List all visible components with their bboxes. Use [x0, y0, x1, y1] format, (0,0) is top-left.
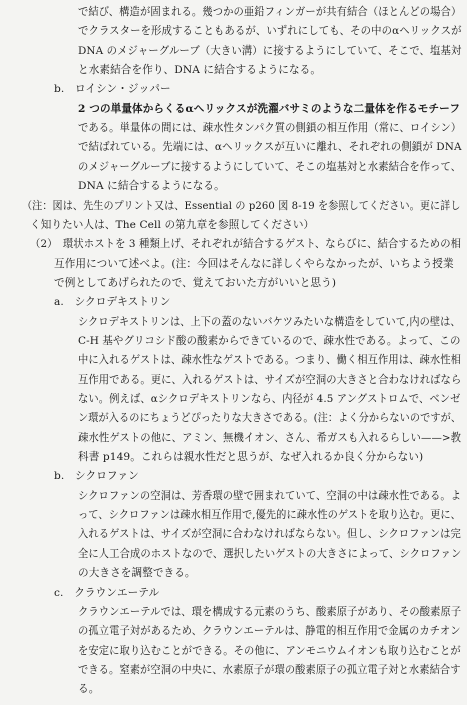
text-line: クラウンエーテルでは、環を構成する元素のうち、酸素原子があり、その酸素原子 — [78, 605, 462, 618]
text-line: シクロファンの空洞は、芳香環の壁で囲まれていて、空洞の中は疎水性である。よ — [78, 489, 462, 502]
text-line: で結ばれている。先端には、αヘリックスが互いに離れ、それぞれの側鎖が DNA — [78, 141, 462, 154]
subsection-heading: c. クラウンエーテル — [54, 586, 160, 599]
text-line: ない。例えば、αシクロデキストリンなら、内径が 4.5 アングストロムで、ベンゼ — [78, 393, 461, 405]
text-line: って、シクロファンは疎水相互作用で,優先的に疎水性のゲストを取り込む。更に、 — [78, 509, 461, 522]
text-line: シクロデキストリンは、上下の蓋のないバケツみたいな構造をしていて,内の壁は、 — [78, 315, 461, 328]
text-line: でクラスターを形成することもあるが、いずれにしても、その中のαヘリックスが — [78, 25, 462, 38]
question-line: 互作用について述べよ。(注：今回はそんなに詳しくやらなかったが、いちよう授業 — [54, 257, 454, 270]
text-line: と水素結合を作り、DNA に結合するようになる。 — [78, 64, 322, 77]
text-line: DNA のメジャーグルーブ（大きい溝）に接するようにしていて、そこで、塩基対 — [78, 44, 462, 57]
text-line: 中に入れるゲストは、疎水性なゲストである。つまり、働く相互作用は、疎水性相 — [78, 354, 461, 367]
text-line: のメジャーグルーブに接するようにしていて、そこの塩基対と水素結合を作って、 — [78, 160, 462, 173]
text-line: 全に人工合成のホストなので、選択したいゲストの大きさによって、シクロファン — [78, 547, 462, 560]
text-line: ン環が入るのにちょうどぴったりな大きさである。(注：よく分からないのですが、 — [78, 412, 462, 425]
text-line: できる。窒素が空洞の中央に、水素原子が環の酸素原子の孤立電子対と水素結合す — [78, 663, 461, 676]
text-line: で結び、構造が固まれる。幾つかの亜鉛フィンガーが共有結合（ほとんどの場合） — [78, 6, 462, 18]
text-line: DNA に結合するようになる。 — [78, 180, 225, 193]
text-line: である。単量体の間には、疎水性タンパク質の側鎖の相互作用（常に、ロイシン） — [78, 122, 462, 135]
note-line: く知りたい人は、The Cell の第九章を参照してください） — [30, 218, 315, 231]
note-line: （注：図は、先生のプリント又は、Essential の p260 図 8-19 を参照してください。更に詳し — [22, 199, 461, 212]
subsection-heading: b. シクロファン — [54, 470, 139, 483]
text-line: 科書 p149。これらは親水性だと思うが、なぜ入れるか良く分からない) — [78, 451, 424, 464]
text-line: の大きさを調整できる。 — [78, 567, 196, 580]
subsection-heading: a. シクロデキストリン — [54, 296, 171, 309]
text-line: の孤立電子対があるため、クラウンエーテルは、静電的相互作用で金属のカチオン — [78, 625, 461, 638]
text-line: 2 つの単量体からくるαヘリックスが洗濯バサミのような二量体を作るモチーフ — [78, 102, 461, 115]
text-line: る。 — [78, 683, 100, 696]
question-line: で例としてあげられたので、覚えておいた方がいいと思う) — [54, 276, 337, 289]
subsection-heading: b. ロイシン・ジッパー — [54, 83, 171, 96]
text-line: を安定に取り込むことができる。その他に、アンモニウムイオンも取り込むことが — [78, 644, 461, 657]
text-line: 互作用である。更に、入れるゲストは、サイズが空洞の大きさと合わなければなら — [78, 373, 462, 386]
text-line: 疎水性ゲストの他に、アミン、無機イオン、さん、希ガスも入れるらしい——>教 — [78, 431, 462, 444]
text-line: C-H 基やグリコシド酸の酸素からできているので、疎水性である。よって、この — [78, 334, 461, 347]
question-line: （2） 環状ホストを 3 種類上げ、それぞれが結合するゲスト、ならびに、結合するための相 — [30, 238, 462, 251]
text-line: 入れるゲストは、サイズが空洞に合わなければならない。但し、シクロファンは完 — [78, 528, 461, 541]
